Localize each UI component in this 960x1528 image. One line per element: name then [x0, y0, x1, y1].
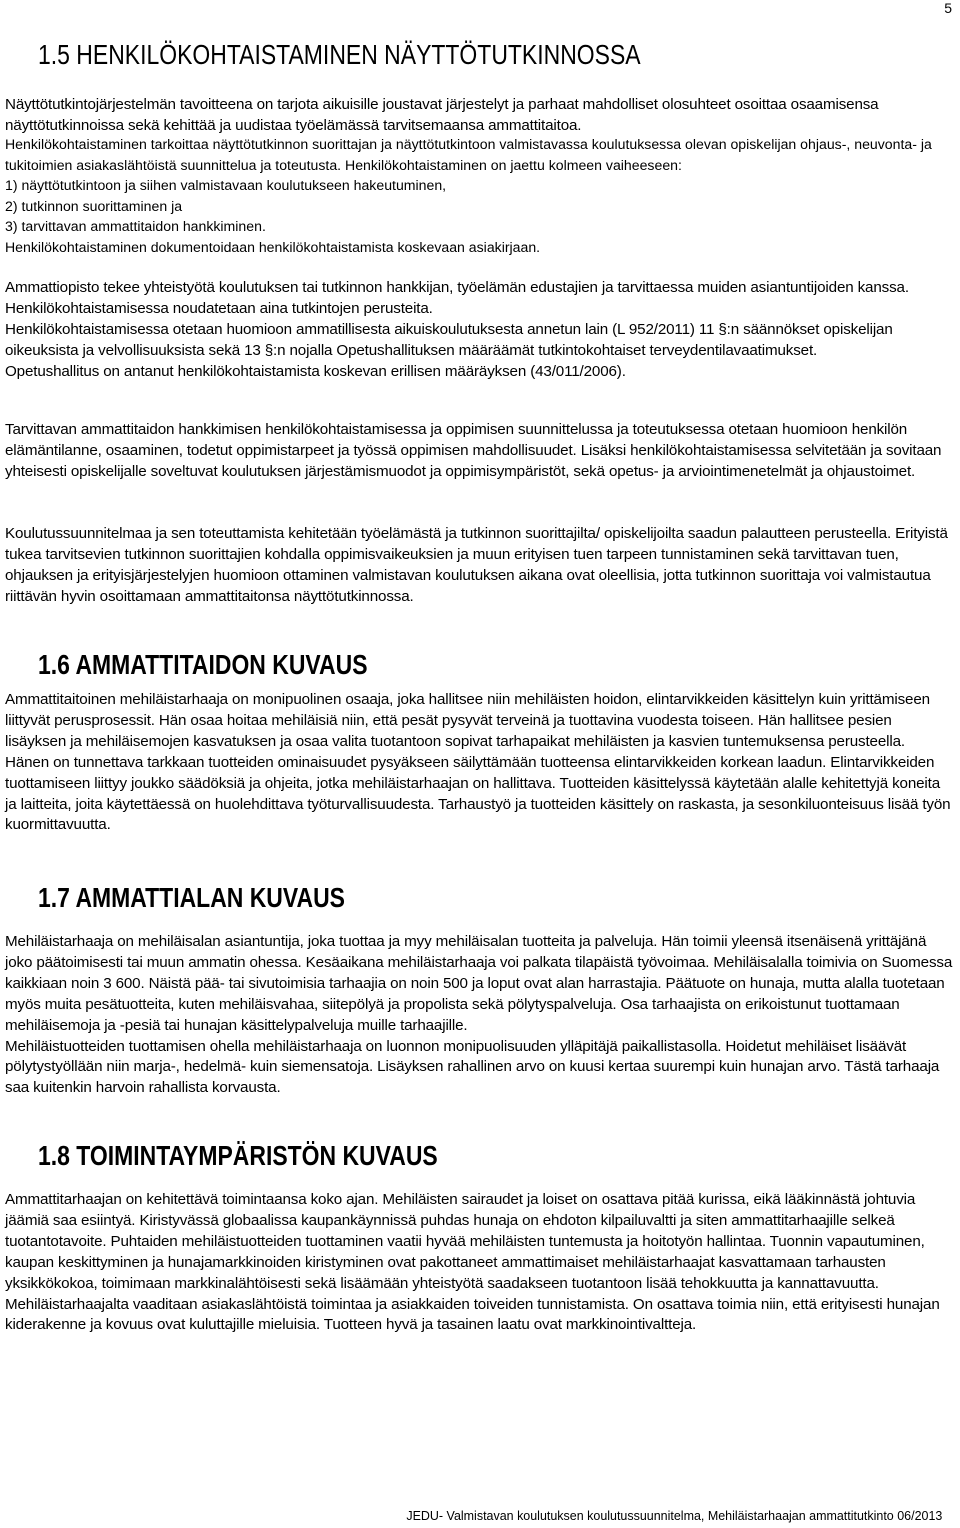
footer-text: JEDU- Valmistavan koulutuksen koulutussuunnitelma, Mehiläistarhaajan ammattitutkinto 06/2013	[406, 1508, 942, 1523]
section-1-5-lead	[5, 95, 953, 137]
section-1-7-body	[5, 932, 953, 1099]
paragraph: Koulutussuunnitelmaa ja sen toteuttamista kehitetään työelämästä ja tutkinnon suorittajilta/ opiskelijoilta saadun palautteen perusteella. Erityistä tukea tarvitsevien tutkinnon suorittajien kohdalla oppimisvaikeuksien ja muun erityisen tuen tarpeen tunnistaminen sekä tarvittavan tuen, ohjauksen ja erityisjärjestelyjen huomioon ottaminen valmistavan koulutuksen aikana ovat oleellisia, jotta tutkinnon suorittaja voi valmistautua riittävän hyvin osoittamaan ammattitaitonsa näyttötutkinnossa.	[5, 525, 948, 605]
paragraph: Mehiläistuotteiden tuottamisen ohella mehiläistarhaaja on luonnon monipuolisuuden ylläpitäjä paikallistasolla. Hoidetut mehiläiset lisäävät pölytystyöllään niin marja-, hedelmä- kuin siemensatoja. Lisäyksen rahallinen arvo on kuusi kertaa suurempi kuin hunajan arvo. Tästä tarhaaja saa kuitenkin harvoin rahallista korvausta.	[5, 1037, 940, 1097]
section-1-8-body	[5, 1190, 953, 1336]
list-item: 2) tutkinnon suorittaminen ja	[5, 197, 183, 214]
section-1-5-para-2	[5, 420, 953, 483]
list-item: 1) näyttötutkintoon ja siihen valmistavaan koulutukseen hakeutuminen,	[5, 177, 447, 194]
paragraph: Mehiläistarhaaja on mehiläisalan asiantuntija, joka tuottaa ja myy mehiläisalan tuotteita ja palveluja. Hän toimii yleensä itsenäisenä yrittäjänä joko päätoimisesti tai muun ammatin ohessa. Kesäaikana mehiläistarhaaja voi palkata tilapäistä työvoimaa. Mehiläisalalla toimivia on Suomessa kaikkiaan noin 3 600. Näistä pää- tai sivutoimisia tarhaajia on noin 500 ja loput ovat alan harrastajia. Päätuote on hunaja, mutta alalla tuotetaan myös muita pesätuotteita, kuten mehiläisvahaa, siitepölyä ja propolista sekä pölytyspalveluja. Osa tarhaajista on erikoistunut tuottamaan mehiläisemoja ja -pesiä tai hunajan käsittelypalveluja muille tarhaajille.	[5, 933, 953, 1034]
page-footer	[0, 1508, 960, 1524]
paragraph: Ammattiopisto tekee yhteistyötä koulutuksen tai tutkinnon hankkijan, työelämän edustajien ja tarvittaessa muiden asiantuntijoiden kanssa. Henkilökohtaistamisessa noudatetaan aina tutkintojen perusteita.	[5, 279, 909, 317]
paragraph: Henkilökohtaistaminen tarkoittaa näyttötutkinnon suorittajan ja näyttötutkintoon valmistavassa koulutuksessa olevan opiskelijan ohjaus-, neuvonta- ja tukitoimien asiakaslähtöistä suunnittelua ja toteutusta. Henkilökohtaistaminen on jaettu kolmeen vaiheeseen:	[5, 136, 932, 173]
section-1-5-body-2	[5, 278, 953, 383]
paragraph: Opetushallitus on antanut henkilökohtaistamista koskevan erillisen määräyksen (43/011/2006).	[5, 362, 626, 380]
paragraph: Ammattitaitoinen mehiläistarhaaja on monipuolinen osaaja, joka hallitsee niin mehiläisten hoidon, elintarvikkeiden käsittelyn kuin yrittämiseen liittyvät perusprosessit. Hän osaa hoitaa mehiläisiä niin, että pesät pysyvät terveinä ja tuottavina vuodesta toiseen. Hän hallitsee pesien lisäyksen ja mehiläisemojen kasvatuksen ja osaa valita tuotantoon sopivat tarhapaikat mehiläisten ja kasvien tuntemuksensa perusteella. Hänen on tunnettava tarkkaan tuotteiden ominaisuudet pysyäkseen säilyttämään tuotteensa elintarvikkeiden korkean laadun. Elintarvikkeiden tuottamiseen liittyy joukko säädöksiä ja ohjeita, jotka mehiläistarhaajan on hallittava. Tuotteiden käsittelyssä käytetään alalle kehitettyjä koneita ja laitteita, joita käytettäessä on huolehdittava työturvallisuudesta. Tarhaustyö ja tuotteiden käsittely on raskasta, ja sesonkiluonteisuus lisää työn kuormittavuutta.	[5, 691, 951, 834]
paragraph: Näyttötutkintojärjestelmän tavoitteena on tarjota aikuisille joustavat järjestelyt ja parhaat mahdolliset olosuhteet osoittaa osaamisensa näyttötutkinnoissa sekä kehittää ja uudistaa työelämässä tarvitsemaansa ammattitaitoa.	[5, 96, 879, 134]
section-1-5-body	[5, 134, 953, 258]
section-heading-1-5: 1.5 HENKILÖKOHTAISTAMINEN NÄYTTÖTUTKINNOSSA	[38, 39, 641, 70]
section-heading-1-8: 1.8 TOIMINTAYMPÄRISTÖN KUVAUS	[38, 1140, 438, 1171]
paragraph: Mehiläistarhaajalta vaaditaan asiakaslähtöistä toimintaa ja asiakkaiden toiveiden tunnistamista. On osattava toimia niin, että erityisesti hunajan kiderakenne ja kovuus ovat kuluttajille mieluisia. Tuotteen hyvä ja tasainen laatu ovat markkinointivaltteja.	[5, 1295, 940, 1334]
list-item: 3) tarvittavan ammattitaidon hankkiminen.	[5, 218, 266, 235]
section-1-6-body	[5, 690, 953, 836]
section-heading-1-6: 1.6 AMMATTITAIDON KUVAUS	[38, 649, 368, 680]
page-number: 5	[944, 0, 952, 16]
paragraph: Henkilökohtaistamisessa otetaan huomioon ammatillisesta aikuiskoulutuksesta annetun lain (L 952/2011) 11 §:n säännökset opiskelijan oikeuksista ja velvollisuuksista sekä 13 §:n nojalla Opetushallituksen määräämät tutkintokohtaiset terveydentilavaatimukset.	[5, 320, 893, 359]
paragraph: Henkilökohtaistaminen dokumentoidaan henkilökohtaistamista koskevaan asiakirjaan.	[5, 238, 541, 255]
section-1-5-para-3	[5, 524, 953, 608]
paragraph: Tarvittavan ammattitaidon hankkimisen henkilökohtaistamisessa ja oppimisen suunnittelussa ja toteutuksessa otetaan huomioon henkilön elämäntilanne, osaaminen, todetut oppimistarpeet ja työssä oppimisen mahdollisuudet. Lisäksi henkilökohtaistamisessa selvitetään ja sovitaan yhteisesti opiskelijalle soveltuvat koulutuksen järjestämismuodot ja oppimisympäristöt, sekä opetus- ja arviointimenetelmät ja ohjaustoimet.	[5, 421, 942, 480]
section-heading-1-7: 1.7 AMMATTIALAN KUVAUS	[38, 882, 345, 913]
paragraph: Ammattitarhaajan on kehitettävä toimintaansa koko ajan. Mehiläisten sairaudet ja loiset on osattava pitää kurissa, eikä lääkinnästä johtuvia jäämiä saa esiintyä. Kiristyvässä globaalissa kaupankäynnissä puhdas hunaja on ehdoton kilpailuvaltti ja siten ammattitarhaajille selkeä tuotantotavoite. Puhtaiden mehiläistuotteiden tuottaminen vaatii hyvää mehiläisten tuntemusta ja hoitotyön hallintaa. Tuonnin vapautuminen, kaupan keskittyminen ja hunajamarkkinoiden kiristyminen ovat pakottaneet ammattimaiset mehiläistarhaajat kasvattamaan tarhausten yksikkökokoa, toimimaan markkinalähtöisesti sekä lisäämään yhteistyötä saadakseen tuotantoon lisää tehokkuutta ja kannattavuutta.	[5, 1191, 925, 1292]
